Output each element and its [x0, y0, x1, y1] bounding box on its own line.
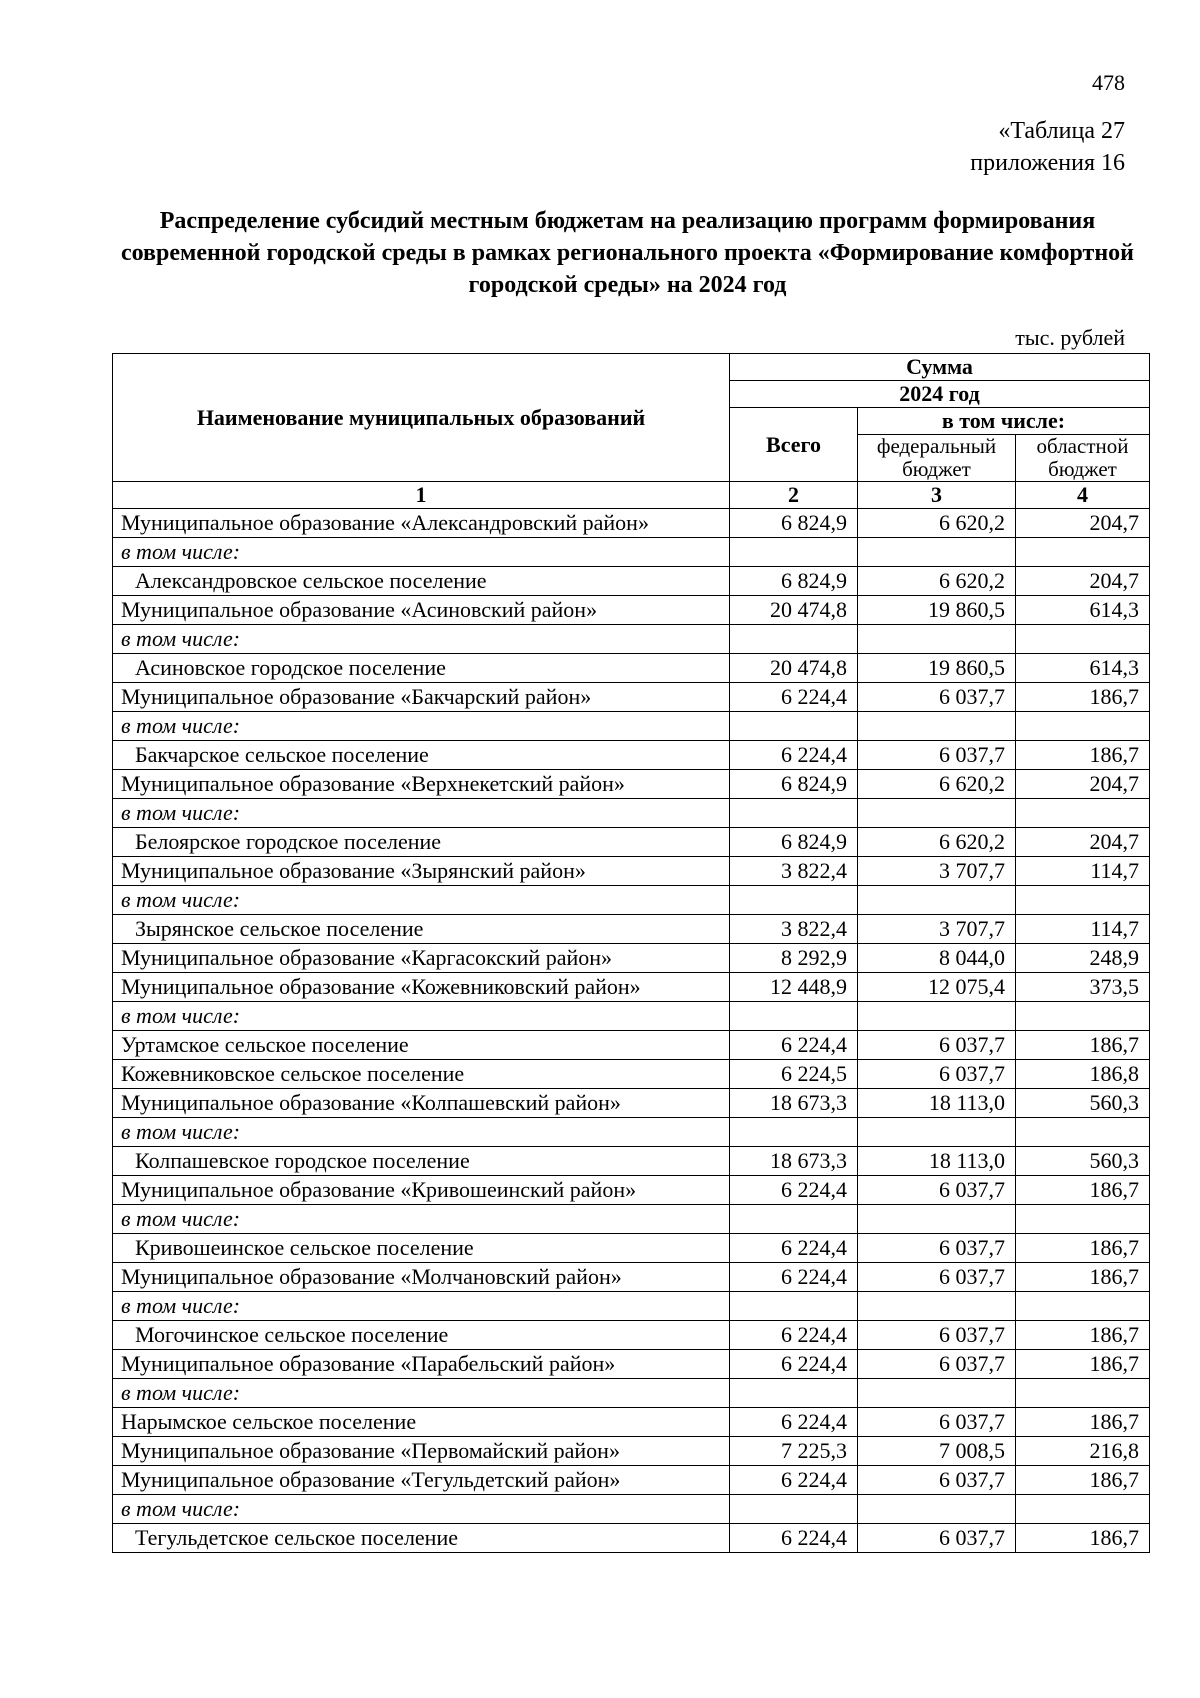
row-regional: 114,7	[1016, 857, 1150, 886]
row-total: 6 224,4	[730, 1234, 858, 1263]
row-name: в том числе:	[113, 712, 730, 741]
table-row	[113, 1176, 1150, 1205]
row-federal: 8 044,0	[858, 944, 1016, 973]
row-regional	[1016, 712, 1150, 741]
row-total: 6 824,9	[730, 770, 858, 799]
row-regional: 114,7	[1016, 915, 1150, 944]
row-regional: 186,7	[1016, 1234, 1150, 1263]
row-federal: 6 037,7	[858, 1060, 1016, 1089]
row-total: 20 474,8	[730, 654, 858, 683]
row-regional: 186,7	[1016, 741, 1150, 770]
row-name: Могочинское сельское поселение	[113, 1321, 730, 1350]
row-federal: 6 620,2	[858, 509, 1016, 538]
row-federal: 3 707,7	[858, 915, 1016, 944]
row-regional: 186,8	[1016, 1060, 1150, 1089]
column-number-row	[113, 482, 1150, 509]
row-regional	[1016, 799, 1150, 828]
settlement-row	[113, 741, 1150, 770]
including-row	[113, 886, 1150, 915]
row-regional: 614,3	[1016, 596, 1150, 625]
settlement-row	[113, 654, 1150, 683]
row-federal: 6 037,7	[858, 1350, 1016, 1379]
row-total: 6 224,4	[730, 1176, 858, 1205]
table-header	[113, 354, 1150, 482]
row-total	[730, 1118, 858, 1147]
table-reference	[970, 115, 1125, 179]
table-row	[113, 1466, 1150, 1495]
row-total: 7 225,3	[730, 1437, 858, 1466]
row-total: 6 224,4	[730, 1466, 858, 1495]
row-name: Муниципальное образование «Зырянский район»	[113, 857, 730, 886]
row-regional	[1016, 1205, 1150, 1234]
row-federal: 6 037,7	[858, 1263, 1016, 1292]
row-federal	[858, 625, 1016, 654]
row-regional: 560,3	[1016, 1147, 1150, 1176]
row-name: в том числе:	[113, 1002, 730, 1031]
row-name: Муниципальное образование «Молчановский район»	[113, 1263, 730, 1292]
row-name: Бакчарское сельское поселение	[113, 741, 730, 770]
header-including: в том числе:	[858, 408, 1150, 435]
row-regional: 186,7	[1016, 1176, 1150, 1205]
settlement-row	[113, 1321, 1150, 1350]
row-federal: 6 037,7	[858, 1031, 1016, 1060]
table-row	[113, 1263, 1150, 1292]
row-regional: 560,3	[1016, 1089, 1150, 1118]
subsidy-table	[112, 353, 1150, 1553]
table-ref-line1: «Таблица 27	[998, 118, 1125, 144]
row-name: Муниципальное образование «Кривошеинский район»	[113, 1176, 730, 1205]
row-name: Муниципальное образование «Первомайский район»	[113, 1437, 730, 1466]
including-row	[113, 1118, 1150, 1147]
header-regional: областной бюджет	[1016, 435, 1150, 482]
row-total: 6 824,9	[730, 509, 858, 538]
row-regional	[1016, 1118, 1150, 1147]
table-row	[113, 1031, 1150, 1060]
row-federal: 18 113,0	[858, 1147, 1016, 1176]
row-total	[730, 625, 858, 654]
row-regional	[1016, 1495, 1150, 1524]
page-number: 478	[1092, 70, 1125, 95]
table-row	[113, 770, 1150, 799]
row-name: в том числе:	[113, 1205, 730, 1234]
row-name: в том числе:	[113, 1292, 730, 1321]
row-federal	[858, 1002, 1016, 1031]
table-row	[113, 509, 1150, 538]
row-total	[730, 538, 858, 567]
row-name: Муниципальное образование «Колпашевский район»	[113, 1089, 730, 1118]
row-federal	[858, 712, 1016, 741]
row-total	[730, 1205, 858, 1234]
row-total: 6 224,4	[730, 741, 858, 770]
row-total	[730, 1495, 858, 1524]
row-regional: 186,7	[1016, 1031, 1150, 1060]
row-total: 3 822,4	[730, 915, 858, 944]
row-regional: 373,5	[1016, 973, 1150, 1002]
table-row	[113, 1437, 1150, 1466]
row-name: в том числе:	[113, 625, 730, 654]
row-federal: 6 037,7	[858, 1524, 1016, 1553]
row-regional: 186,7	[1016, 1408, 1150, 1437]
row-federal	[858, 1205, 1016, 1234]
row-total	[730, 1292, 858, 1321]
column-number: 1	[113, 482, 730, 509]
row-regional: 248,9	[1016, 944, 1150, 973]
row-regional: 204,7	[1016, 509, 1150, 538]
row-name: в том числе:	[113, 886, 730, 915]
row-federal	[858, 1495, 1016, 1524]
table-row	[113, 683, 1150, 712]
including-row	[113, 1292, 1150, 1321]
table-row	[113, 1408, 1150, 1437]
row-name: в том числе:	[113, 1379, 730, 1408]
row-name: Тегульдетское сельское поселение	[113, 1524, 730, 1553]
column-number: 3	[858, 482, 1016, 509]
row-name: Муниципальное образование «Тегульдетский район»	[113, 1466, 730, 1495]
row-regional	[1016, 538, 1150, 567]
row-total: 8 292,9	[730, 944, 858, 973]
row-regional: 204,7	[1016, 828, 1150, 857]
row-regional: 204,7	[1016, 770, 1150, 799]
row-federal: 6 037,7	[858, 1234, 1016, 1263]
column-number: 4	[1016, 482, 1150, 509]
including-row	[113, 1379, 1150, 1408]
including-row	[113, 1205, 1150, 1234]
row-regional: 204,7	[1016, 567, 1150, 596]
row-total: 6 224,5	[730, 1060, 858, 1089]
row-regional: 186,7	[1016, 1350, 1150, 1379]
row-regional: 186,7	[1016, 1321, 1150, 1350]
row-regional	[1016, 1292, 1150, 1321]
row-name: в том числе:	[113, 799, 730, 828]
row-regional: 186,7	[1016, 1263, 1150, 1292]
row-federal: 6 037,7	[858, 1321, 1016, 1350]
row-federal: 19 860,5	[858, 654, 1016, 683]
header-name-col: Наименование муниципальных образований	[113, 354, 730, 482]
row-total	[730, 886, 858, 915]
row-regional	[1016, 625, 1150, 654]
row-total: 20 474,8	[730, 596, 858, 625]
header-year: 2024 год	[730, 381, 1150, 408]
table-body	[113, 482, 1150, 1553]
settlement-row	[113, 1234, 1150, 1263]
row-total: 18 673,3	[730, 1089, 858, 1118]
document-title: Распределение субсидий местным бюджетам на реализацию программ формирования современной городской среды в рамках регионального проекта «Формирование комфортной городской среды» на 2024 год	[121, 208, 1134, 298]
table-row	[113, 596, 1150, 625]
row-federal: 6 037,7	[858, 1408, 1016, 1437]
row-total: 3 822,4	[730, 857, 858, 886]
row-federal: 6 620,2	[858, 567, 1016, 596]
row-federal	[858, 799, 1016, 828]
row-name: Нарымское сельское поселение	[113, 1408, 730, 1437]
header-total: Всего	[730, 408, 858, 482]
row-regional	[1016, 1379, 1150, 1408]
table-row	[113, 944, 1150, 973]
row-name: Кривошеинское сельское поселение	[113, 1234, 730, 1263]
row-name: в том числе:	[113, 1118, 730, 1147]
table-row	[113, 1089, 1150, 1118]
row-name: Муниципальное образование «Асиновский район»	[113, 596, 730, 625]
settlement-row	[113, 1524, 1150, 1553]
row-name: Муниципальное образование «Верхнекетский район»	[113, 770, 730, 799]
row-federal	[858, 886, 1016, 915]
row-total: 6 224,4	[730, 683, 858, 712]
row-federal	[858, 538, 1016, 567]
row-name: Муниципальное образование «Кожевниковский район»	[113, 973, 730, 1002]
row-regional: 186,7	[1016, 683, 1150, 712]
table-ref-line2: приложения 16	[970, 150, 1125, 176]
settlement-row	[113, 915, 1150, 944]
including-row	[113, 625, 1150, 654]
row-federal: 6 037,7	[858, 741, 1016, 770]
table-row	[113, 1350, 1150, 1379]
row-federal: 6 037,7	[858, 683, 1016, 712]
settlement-row	[113, 1147, 1150, 1176]
row-regional: 186,7	[1016, 1466, 1150, 1495]
row-name: Колпашевское городское поселение	[113, 1147, 730, 1176]
row-total: 6 224,4	[730, 1350, 858, 1379]
row-name: в том числе:	[113, 1495, 730, 1524]
row-name: Муниципальное образование «Бакчарский район»	[113, 683, 730, 712]
row-federal	[858, 1118, 1016, 1147]
including-row	[113, 1002, 1150, 1031]
row-total: 18 673,3	[730, 1147, 858, 1176]
row-total: 6 824,9	[730, 828, 858, 857]
units-label: тыс. рублей	[1015, 325, 1125, 350]
row-total: 6 224,4	[730, 1408, 858, 1437]
row-name: Зырянское сельское поселение	[113, 915, 730, 944]
row-regional: 614,3	[1016, 654, 1150, 683]
row-name: Муниципальное образование «Парабельский район»	[113, 1350, 730, 1379]
row-regional	[1016, 886, 1150, 915]
row-total: 6 224,4	[730, 1321, 858, 1350]
header-federal: федеральный бюджет	[858, 435, 1016, 482]
row-federal: 6 620,2	[858, 828, 1016, 857]
including-row	[113, 712, 1150, 741]
row-federal	[858, 1379, 1016, 1408]
row-total	[730, 1002, 858, 1031]
row-federal	[858, 1292, 1016, 1321]
row-name: Александровское сельское поселение	[113, 567, 730, 596]
row-total	[730, 712, 858, 741]
row-regional: 216,8	[1016, 1437, 1150, 1466]
row-name: Асиновское городское поселение	[113, 654, 730, 683]
row-total	[730, 1379, 858, 1408]
row-federal: 7 008,5	[858, 1437, 1016, 1466]
including-row	[113, 799, 1150, 828]
row-name: Кожевниковское сельское поселение	[113, 1060, 730, 1089]
row-total	[730, 799, 858, 828]
row-federal: 6 620,2	[858, 770, 1016, 799]
row-name: в том числе:	[113, 538, 730, 567]
row-federal: 3 707,7	[858, 857, 1016, 886]
row-federal: 6 037,7	[858, 1466, 1016, 1495]
row-name: Уртамское сельское поселение	[113, 1031, 730, 1060]
row-regional	[1016, 1002, 1150, 1031]
table-row	[113, 973, 1150, 1002]
row-total: 6 224,4	[730, 1524, 858, 1553]
header-sum: Сумма	[730, 354, 1150, 381]
column-number: 2	[730, 482, 858, 509]
row-federal: 19 860,5	[858, 596, 1016, 625]
table-row	[113, 857, 1150, 886]
row-name: Муниципальное образование «Каргасокский район»	[113, 944, 730, 973]
row-regional: 186,7	[1016, 1524, 1150, 1553]
row-total: 6 224,4	[730, 1031, 858, 1060]
row-total: 6 824,9	[730, 567, 858, 596]
settlement-row	[113, 567, 1150, 596]
row-federal: 12 075,4	[858, 973, 1016, 1002]
settlement-row	[113, 828, 1150, 857]
including-row	[113, 1495, 1150, 1524]
row-name: Муниципальное образование «Александровский район»	[113, 509, 730, 538]
row-federal: 6 037,7	[858, 1176, 1016, 1205]
row-federal: 18 113,0	[858, 1089, 1016, 1118]
row-name: Белоярское городское поселение	[113, 828, 730, 857]
row-total: 6 224,4	[730, 1263, 858, 1292]
table-row	[113, 1060, 1150, 1089]
row-total: 12 448,9	[730, 973, 858, 1002]
including-row	[113, 538, 1150, 567]
